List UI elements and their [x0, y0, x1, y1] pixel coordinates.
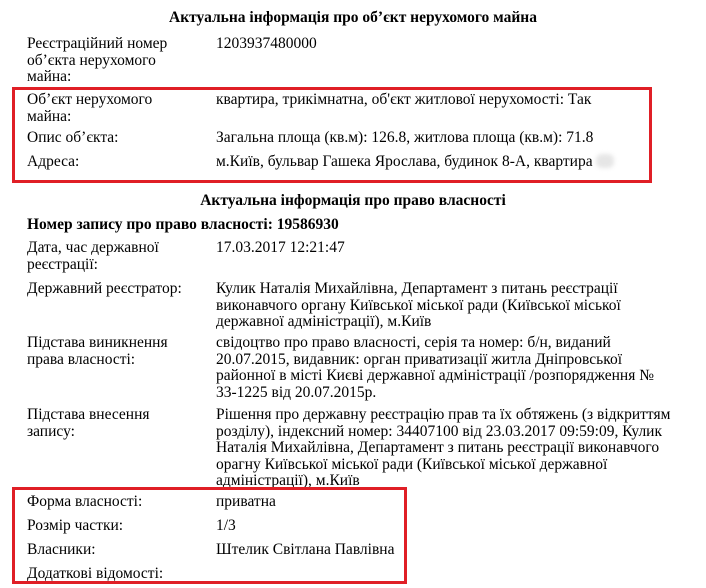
- address-text: м.Київ, бульвар Гашека Ярослава, будинок 8-А, квартира: [216, 153, 593, 170]
- label-ownership-basis: Підстава виникнення права власності:: [27, 334, 168, 368]
- label-registration-number: Реєстраційний номер об’єкта нерухомого майна:: [27, 35, 168, 86]
- value-object-description: Загальна площа (кв.м): 126.8, житлова площа (кв.м): 71.8: [216, 129, 594, 146]
- section2-title: Актуальна інформація про право власності: [200, 192, 506, 209]
- label-address: Адреса:: [27, 153, 80, 170]
- value-registration-number: 1203937480000: [216, 35, 317, 52]
- value-share-size: 1/3: [216, 517, 236, 534]
- value-owners: Штелик Світлана Павлівна: [216, 541, 395, 558]
- label-entry-basis: Підстава внесення запису:: [27, 406, 150, 440]
- highlight-box-ownership: [12, 487, 407, 584]
- value-ownership-form: приватна: [216, 493, 276, 510]
- label-object-description: Опис об’єкта:: [27, 129, 119, 146]
- value-state-registrar: Кулик Наталія Михайлівна, Департамент з питань реєстрації виконавчого органу Київської міської ради (Київської міської державної адміністрації), м.Київ: [216, 280, 621, 331]
- label-state-registrar: Державний реєстратор:: [27, 280, 182, 297]
- highlight-box-object: [12, 87, 652, 183]
- value-property-object: квартира, трикімнатна, об'єкт житлової нерухомості: Так: [216, 91, 592, 108]
- label-owners: Власники:: [27, 541, 96, 558]
- ownership-record-number: Номер запису про право власності: 19586930: [27, 216, 339, 233]
- value-registration-date: 17.03.2017 12:21:47: [216, 239, 345, 256]
- label-ownership-form: Форма власності:: [27, 493, 143, 510]
- section1-title: Актуальна інформація про об’єкт нерухомого майна: [169, 9, 537, 26]
- value-entry-basis: Рішення про державну реєстрацію прав та їх обтяжень (з відкриттям розділу), індексний номер: 34407100 від 23.03.2017 09:59:09, Кулик Наталія Михайлівна, Департамент з питань реєстрації виконавчого орагну Київської міської ради (Київської міської державної адміністрації), м.Київ: [216, 406, 671, 490]
- label-property-object: Об’єкт нерухомого майна:: [27, 91, 153, 125]
- label-registration-date: Дата, час державної реєстрації:: [27, 239, 159, 273]
- value-ownership-basis: свідоцтво про право власності, серія та номер: б/н, виданий 20.07.2015, видавник: орган приватизації житла Дніпровської районної в місті Києві державної адміністрації /розпорядження № 33-1225 від 20.07.2015р.: [216, 334, 655, 401]
- label-additional-info: Додаткові відомості:: [27, 565, 164, 582]
- label-share-size: Розмір частки:: [27, 517, 124, 534]
